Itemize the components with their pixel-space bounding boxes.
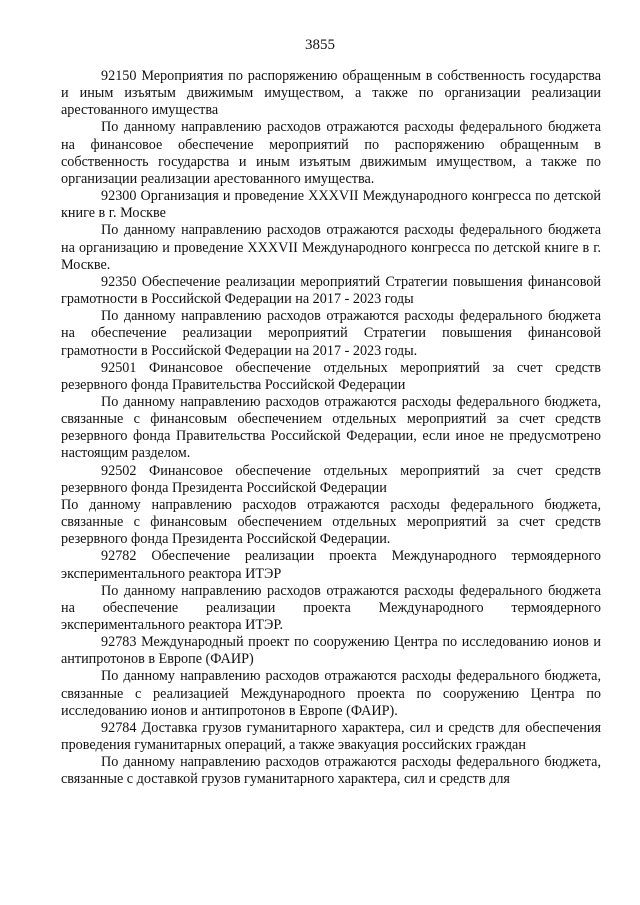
paragraph-92782-heading: 92782 Обеспечение реализации проекта Международного термоядерного экспериментального реактора ИТЭР	[61, 548, 601, 582]
paragraph-92502-description: По данному направлению расходов отражаются расходы федерального бюджета, связанные с финансовым обеспечением отдельных мероприятий за счет средств резервного фонда Президента Российской Федерации.	[61, 496, 601, 548]
paragraph-92150-heading: 92150 Мероприятия по распоряжению обращенным в собственность государства и иным изъятым движимым имуществом, а также по организации реализации арестованного имущества	[61, 68, 601, 119]
paragraph-92783-heading: 92783 Международный проект по сооружению Центра по исследованию ионов и антипротонов в Европе (ФАИР)	[61, 634, 601, 668]
paragraph-92350-heading: 92350 Обеспечение реализации мероприятий Стратегии повышения финансовой грамотности в Российской Федерации на 2017 - 2023 годы	[61, 273, 601, 308]
paragraph-92501-description: По данному направлению расходов отражаются расходы федерального бюджета, связанные с финансовым обеспечением отдельных мероприятий за счет средств резервного фонда Правительства Российской Федерации, если иное не предусмотрено настоящим разделом.	[61, 393, 601, 462]
paragraph-92783-description: По данному направлению расходов отражаются расходы федерального бюджета, связанные с реализацией Международного проекта по сооружению Центра по исследованию ионов и антипротонов в Европе (ФАИР).	[61, 668, 601, 719]
paragraph-92501-heading: 92501 Финансовое обеспечение отдельных мероприятий за счет средств резервного фонда Правительства Российской Федерации	[61, 359, 601, 393]
paragraph-92502-heading: 92502 Финансовое обеспечение отдельных мероприятий за счет средств резервного фонда Президента Российской Федерации	[61, 462, 601, 496]
paragraph-92782-description: По данному направлению расходов отражаются расходы федерального бюджета на обеспечение реализации проекта Международного термоядерного экспериментального реактора ИТЭР.	[61, 582, 601, 633]
paragraph-92350-description: По данному направлению расходов отражаются расходы федерального бюджета на обеспечение реализации мероприятий Стратегии повышения финансовой грамотности в Российской Федерации на 2017 - 2023 годы.	[61, 308, 601, 359]
page-number: 3855	[305, 37, 335, 53]
paragraph-92150-description: По данному направлению расходов отражаются расходы федерального бюджета на финансовое обеспечение мероприятий по распоряжению обращенным в собственность государства и иным изъятым движимым имуществом, а также по организации реализации арестованного имущества.	[61, 119, 601, 187]
paragraph-92300-heading: 92300 Организация и проведение XXXVII Международного конгресса по детской книге в г. Москве	[61, 188, 601, 222]
paragraph-92300-description: По данному направлению расходов отражаются расходы федерального бюджета на организацию и проведение XXXVII Международного конгресса по детской книге в г. Москве.	[61, 222, 601, 273]
document-body	[61, 68, 601, 789]
paragraph-92784-heading: 92784 Доставка грузов гуманитарного характера, сил и средств для обеспечения проведения гуманитарных операций, а также эвакуация российских граждан	[61, 719, 601, 754]
paragraph-92784-description: По данному направлению расходов отражаются расходы федерального бюджета, связанные с доставкой грузов гуманитарного характера, сил и средств для	[61, 754, 601, 788]
